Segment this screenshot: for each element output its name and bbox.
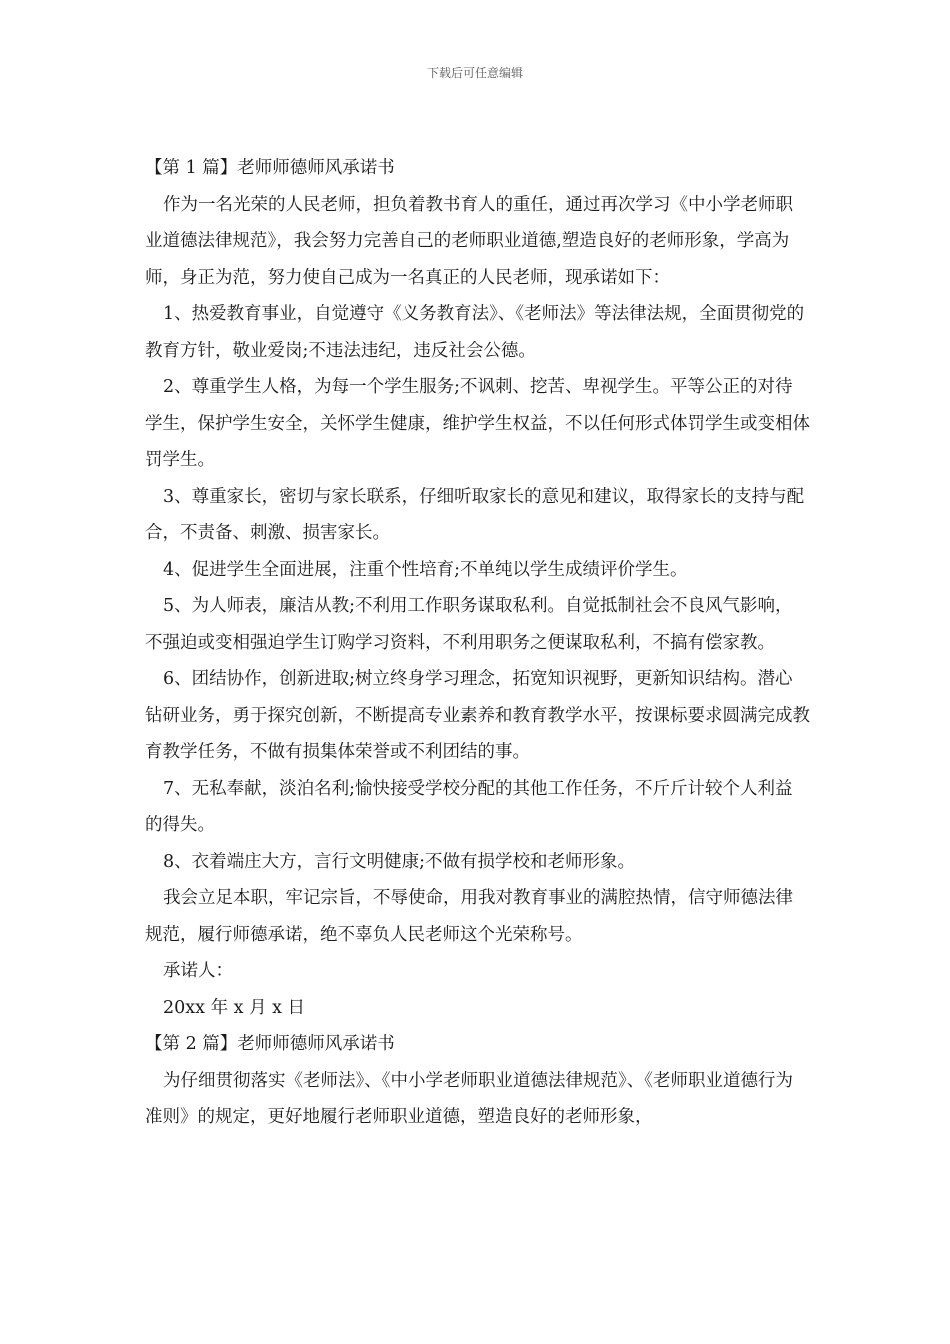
- pledge-item-4: 4、促进学生全面进展，注重个性培育;不单纯以学生成绩评价学生。: [163, 559, 688, 580]
- pledge-item-1: 1、热爱教育事业，自觉遵守《义务教育法》、《老师法》等法律法规，全面贯彻党的教育方针，敬业爱岗;不违法违纪，违反社会公德。: [145, 304, 805, 361]
- section-1-closing: 我会立足本职，牢记宗旨，不辱使命，用我对教育事业的满腔热情，信守师德法律规范，履行师德承诺，绝不辜负人民老师这个光荣称号。: [145, 888, 793, 945]
- section-2-intro: 为仔细贯彻落实《老师法》、《中小学老师职业道德法律规范》、《老师职业道德行为准则》的规定，更好地履行老师职业道德，塑造良好的老师形象，: [145, 1070, 793, 1127]
- signer-label: 承诺人：: [163, 961, 233, 981]
- page-header: 下载后可任意编辑: [426, 66, 523, 80]
- pledge-item-5: 5、为人师表，廉洁从教;不利用工作职务谋取私利。自觉抵制社会不良风气影响，不强迫或变相强迫学生订购学习资料，不利用职务之便谋取私利，不搞有偿家教。: [145, 596, 793, 653]
- pledge-item-6: 6、团结协作，创新进取;树立终身学习理念，拓宽知识视野，更新知识结构。潜心钻研业务，勇于探究创新，不断提高专业素养和教育教学水平，按课标要求圆满完成教育教学任务，不做有损集体荣誉或不利团结的事。: [145, 669, 810, 762]
- document-body: [145, 150, 810, 1136]
- pledge-item-8: 8、衣着端庄大方，言行文明健康;不做有损学校和老师形象。: [163, 851, 636, 872]
- pledge-item-7: 7、无私奉献，淡泊名利;愉快接受学校分配的其他工作任务，不斤斤计较个人利益的得失。: [145, 778, 793, 835]
- pledge-item-3: 3、尊重家长，密切与家长联系，仔细听取家长的意见和建议，取得家长的支持与配合，不责备、刺激、损害家长。: [145, 486, 805, 543]
- pledge-item-2: 2、尊重学生人格，为每一个学生服务;不讽刺、挖苦、卑视学生。平等公正的对待学生，保护学生安全，关怀学生健康，维护学生权益，不以任何形式体罚学生或变相体罚学生。: [145, 377, 810, 470]
- section-1-intro: 作为一名光荣的人民老师，担负着教书育人的重任，通过再次学习《中小学老师职业道德法律规范》，我会努力完善自己的老师职业道德,塑造良好的老师形象，学高为师，身正为范，努力使自己成为一名真正的人民老师，现承诺如下：: [145, 194, 793, 288]
- section-1-title: 【第 1 篇】老师师德师风承诺书: [145, 158, 395, 178]
- signature-date: 20xx 年 x 月 x 日: [163, 997, 306, 1018]
- section-2-title: 【第 2 篇】老师师德师风承诺书: [145, 1034, 395, 1054]
